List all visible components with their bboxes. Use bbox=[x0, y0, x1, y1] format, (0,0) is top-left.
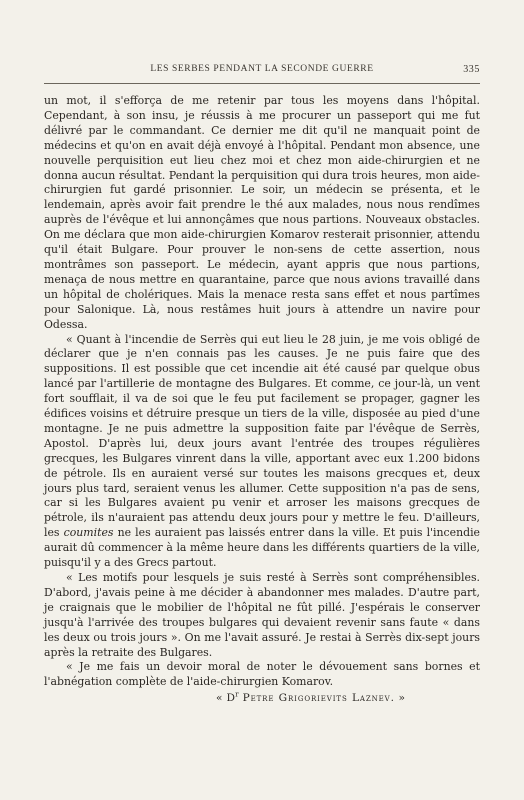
signature-superscript: r bbox=[235, 690, 239, 699]
paragraph-4: « Je me fais un devoir moral de noter le dévouement sans bornes et l'abnégation complète de l'aide-chirurgien Komarov. bbox=[44, 660, 480, 689]
paragraph-2-part-2: ne les auraient pas laissés entrer dans la ville. Et puis l'incendie aurait dû commencer à la même heure dans les différents quartiers de la ville, puisqu'il y a des Grecs partout. bbox=[44, 526, 481, 570]
paragraph-2-italic-term: coumites bbox=[63, 526, 114, 540]
paragraph-2-part-1: « Quant à l'incendie de Serrès qui eut lieu le 28 juin, je me vois obligé de déclarer que je n'en connais pas les causes. Je ne puis faire que des suppositions. Il est possible que cet incendie ait été causé par quelque obus lancé par l'artillerie de montagne des Bulgares. Et comme, ce jour-là, un vent fort soufflait, il va de soi que le feu put facilement se propager, gagner les édifices voisins et détruire presque un tiers de la ville, disposée au pied d'une montagne. Je ne puis admettre la supposition faite par l'évêque de Serrès, Apostol. D'après lui, deux jours avant l'entrée des troupes régulières grecques, les Bulgares vinrent dans la ville, apportant avec eux 1.200 bidons de pétrole. Ils en auraient versé sur toutes les maisons grecques et, deux jours plus tard, seraient venus les allumer. Cette supposition n'a pas de sens, car si les Bulgares avaient pu venir et arroser les maisons grecques de pétrole, ils n'auraient pas attendu deux jours pour y mettre le feu. D'ailleurs, les bbox=[44, 332, 480, 540]
paragraph-2 bbox=[44, 333, 480, 572]
page-number: 335 bbox=[463, 64, 480, 75]
running-head bbox=[44, 64, 480, 80]
body-text bbox=[44, 94, 480, 706]
paragraph-1: un mot, il s'efforça de me retenir par tous les moyens dans l'hôpital. Cependant, à son insu, je réussis à me procurer un passeport qui me fut délivré par le commandant. Ce dernier me dit qu'il ne manquait point de médecins et qu'on en avait déjà envoyé à l'hôpital. Pendant mon absence, une nouvelle perquisition eut lieu chez moi et chez mon aide-chirurgien et ne donna aucun résultat. Pendant la perquisition qui dura trois heures, mon aide-chirurgien fut gardé prisonnier. Le soir, un médecin se présenta, et le lendemain, après avoir fait prendre le thé aux malades, nous nous rendîmes auprès de l'évêque et lui annonçâmes que nous partions. Nouveaux obstacles. On me déclara que mon aide-chirurgien Komarov resterait prisonnier, attendu qu'il était Bulgare. Pour prouver le non-sens de cette assertion, nous montrâmes son passeport. Le médecin, ayant appris que nous partions, menaça de nous mettre en quarantaine, parce que nous avions travaillé dans un hôpital de cholériques. Mais la menace resta sans effet et nous partîmes pour Salonique. Là, nous restâmes huit jours à attendre un navire pour Odessa. bbox=[44, 94, 480, 331]
running-title: LES SERBES PENDANT LA SECONDE GUERRE bbox=[150, 64, 374, 74]
header-rule bbox=[44, 83, 480, 84]
signature bbox=[44, 691, 480, 706]
signature-open: « D bbox=[216, 692, 236, 705]
signature-close: » bbox=[394, 692, 406, 705]
signature-name: Petre Grigorievits Laznev. bbox=[242, 692, 395, 705]
paragraph-3: « Les motifs pour lesquels je suis resté à Serrès sont compréhensibles. D'abord, j'avais peine à me décider à abandonner mes malades. D'autre part, je craignais que le mobilier de l'hôpital ne fût pillé. J'espérais le conserver jusqu'à l'arrivée des troupes bulgares qui devaient revenir sans faute « dans les deux ou trois jours ». On me l'avait assuré. Je restai à Serrès dix-sept jours après la retraite des Bulgares. bbox=[44, 571, 480, 659]
